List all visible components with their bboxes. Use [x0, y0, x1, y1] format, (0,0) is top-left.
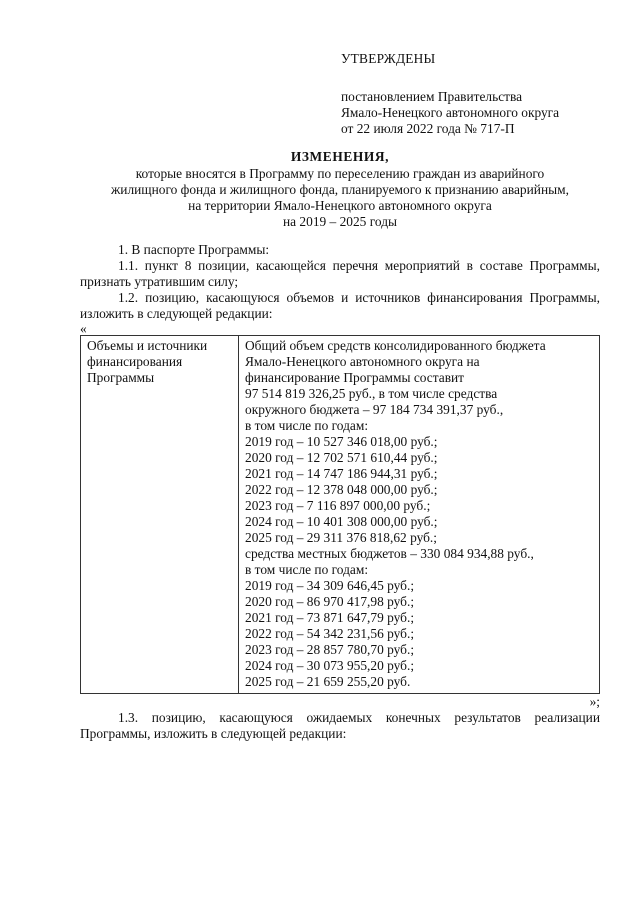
value-line: 97 514 819 326,25 руб., в том числе средства	[245, 386, 498, 401]
title-line: которые вносятся в Программу по переселению граждан из аварийного	[135, 166, 545, 181]
value-line: 2019 год – 10 527 346 018,00 руб.;	[245, 434, 438, 449]
financing-value-cell	[239, 336, 600, 694]
document-title: ИЗМЕНЕНИЯ,	[290, 149, 390, 164]
title-line: жилищного фонда и жилищного фонда, планируемого к признанию аварийным,	[111, 182, 569, 197]
close-quote: »;	[589, 694, 600, 709]
value-line: 2022 год – 12 378 048 000,00 руб.;	[245, 482, 438, 497]
value-line: 2025 год – 21 659 255,20 руб.	[245, 674, 411, 689]
value-line: финансирование Программы составит	[245, 370, 465, 385]
approval-line: от 22 июля 2022 года № 717-П	[341, 121, 515, 136]
paragraph-1-3: 1.3. позицию, касающуюся ожидаемых конечных результатов реализации Программы, изложить в следующей редакции:	[80, 710, 600, 741]
label-line: Объемы и источники	[87, 338, 208, 353]
value-line: 2021 год – 73 871 647,79 руб.;	[245, 610, 415, 625]
value-line: 2022 год – 54 342 231,56 руб.;	[245, 626, 415, 641]
value-line: средства местных бюджетов – 330 084 934,88 руб.,	[245, 546, 534, 561]
open-quote: «	[80, 321, 87, 336]
value-line: 2024 год – 10 401 308 000,00 руб.;	[245, 514, 438, 529]
title-line: на территории Ямало-Ненецкого автономного округа	[188, 198, 492, 213]
value-line: Ямало-Ненецкого автономного округа на	[245, 354, 480, 369]
document-body	[80, 242, 600, 742]
document-title-block	[80, 149, 600, 230]
financing-table	[80, 335, 600, 694]
value-line: 2020 год – 12 702 571 610,44 руб.;	[245, 450, 438, 465]
paragraph-1-1: 1.1. пункт 8 позиции, касающейся перечня мероприятий в составе Программы, признать утратившим силу;	[80, 258, 600, 289]
paragraph-1: 1. В паспорте Программы:	[118, 242, 270, 257]
value-line: 2025 год – 29 311 376 818,62 руб.;	[245, 530, 437, 545]
title-line: на 2019 – 2025 годы	[282, 214, 398, 229]
value-line: 2024 год – 30 073 955,20 руб.;	[245, 658, 415, 673]
value-line: 2019 год – 34 309 646,45 руб.;	[245, 578, 415, 593]
approval-block	[341, 51, 631, 137]
value-line: Общий объем средств консолидированного бюджета	[245, 338, 546, 353]
value-line: 2020 год – 86 970 417,98 руб.;	[245, 594, 415, 609]
value-line: 2021 год – 14 747 186 944,31 руб.;	[245, 466, 438, 481]
value-line: окружного бюджета – 97 184 734 391,37 руб.,	[245, 402, 504, 417]
approval-heading: УТВЕРЖДЕНЫ	[341, 51, 436, 66]
value-line: 2023 год – 28 857 780,70 руб.;	[245, 642, 415, 657]
value-line: в том числе по годам:	[245, 418, 369, 433]
label-line: финансирования	[87, 354, 183, 369]
value-line: в том числе по годам:	[245, 562, 369, 577]
table-row	[81, 336, 600, 694]
financing-label-cell	[81, 336, 239, 694]
approval-line: постановлением Правительства	[341, 89, 523, 104]
approval-line: Ямало-Ненецкого автономного округа	[341, 105, 560, 120]
value-line: 2023 год – 7 116 897 000,00 руб.;	[245, 498, 431, 513]
paragraph-1-2: 1.2. позицию, касающуюся объемов и источников финансирования Программы, изложить в следующей редакции:	[80, 290, 600, 321]
label-line: Программы	[87, 370, 155, 385]
